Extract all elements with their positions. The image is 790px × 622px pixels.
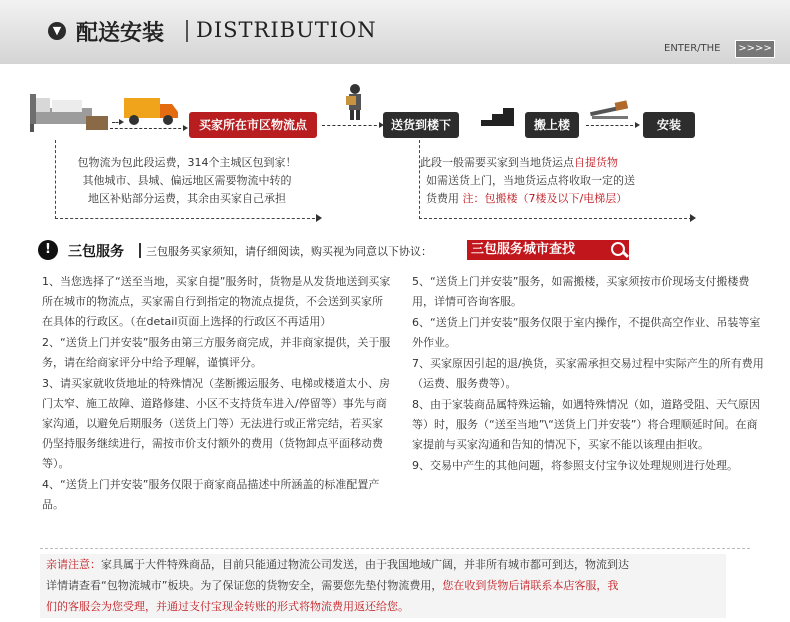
service-header bbox=[38, 240, 758, 262]
terms-right-column bbox=[412, 272, 768, 477]
courier-icon bbox=[340, 82, 370, 122]
warning-icon: ! bbox=[38, 240, 58, 260]
term-item: 1、当您选择了“送至当地，买家自提”服务时，货物是从发货地送到买家所在城市的物流点，买家需自行到指定的物流点提货，不会送到买家所在具体的行政区。（在detail页面上选择的行政区不再适用） bbox=[42, 275, 391, 328]
term-item: 5、“送货上门并安装”服务，如需搬楼，买家须按市价现场支付搬楼费用，详情可咨询客服。 bbox=[412, 275, 750, 308]
note-line: 如需送货上门，当地货运点将收取一定的送 bbox=[426, 174, 635, 187]
page-title-english: DISTRIBUTION bbox=[196, 18, 377, 42]
page-header bbox=[0, 0, 790, 64]
step-carry-upstairs: 搬上楼 bbox=[525, 112, 579, 138]
term-item: 3、请买家就收货地址的特殊情况（垄断搬运服务、电梯或楼道太小、房门太窄、施工故障、道路修建、小区不支持货车进入/停留等）事先与商家沟通，以避免后期服务（送货上门等）无法进行或正常完结，若买家仍坚持服务继续进行，需按市价支付额外的费用（货物卸点平面移动费等）。 bbox=[42, 377, 390, 470]
city-search-button[interactable] bbox=[467, 240, 629, 260]
term-item: 4、“送货上门并安装”服务仅限于商家商品描述中所涵盖的标准配置产品。 bbox=[42, 478, 380, 511]
terms-left-column bbox=[42, 272, 392, 516]
note-line: 其他城市、县城、偏远地区需要物流中转的 bbox=[82, 174, 292, 187]
step-logistics-point: 买家所在市区物流点 bbox=[189, 112, 317, 138]
note-line: 此段一般需要买家到当地货运点自提货物 bbox=[420, 156, 618, 169]
term-item: 7、买家原因引起的退/换货，买家需承担交易过程中实际产生的所有费用（运费、服务费等）。 bbox=[412, 357, 764, 390]
tools-icon bbox=[586, 100, 634, 124]
service-divider bbox=[139, 243, 141, 258]
title-divider bbox=[186, 20, 188, 42]
step-install: 安装 bbox=[643, 112, 695, 138]
term-item: 2、“送货上门并安装”服务由第三方服务商完成，并非商家提供，关于服务，请在给商家评分中给予理解，谨慎评分。 bbox=[42, 336, 391, 369]
service-title: 三包服务 bbox=[68, 244, 124, 260]
stairs-icon bbox=[470, 104, 514, 126]
term-item: 8、由于家装商品属特殊运输，如遇特殊情况（如，道路受阻、天气原因等）时，服务（“送至当地”\“送货上门并安装”）将合理顺延时间。在商家提前与买家沟通和告知的情况下，买家不能以该理由拒收。 bbox=[412, 398, 760, 451]
enter-label: ENTER/THE bbox=[664, 43, 721, 54]
term-item: 9、交易中产生的其他问题，将参照支付宝争议处理规则进行处理。 bbox=[412, 459, 738, 472]
delivery-process bbox=[0, 74, 790, 232]
furniture-icon bbox=[26, 90, 112, 136]
flow-connector bbox=[322, 125, 382, 126]
city-search-label: 三包服务城市查找 bbox=[471, 242, 576, 257]
flow-connector bbox=[112, 122, 122, 123]
notice-line: 亲请注意：家具属于大件特殊商品，目前只能通过物流公司发送，由于我国地域广阔，并非所有城市都可到达，物流到达 bbox=[46, 558, 629, 571]
flow-connector bbox=[110, 128, 186, 129]
enter-button[interactable]: >>>> bbox=[735, 40, 775, 58]
search-icon bbox=[611, 242, 625, 256]
right-shipping-note bbox=[420, 154, 660, 208]
note-line: 地区补贴部分运费，其余由买家自己承担 bbox=[88, 192, 286, 205]
arrow-icon bbox=[316, 214, 322, 222]
notice-line: 详情请查看“包物流城市”板块。为了保证您的货物安全，需要您先垫付物流费用，您在收到货物后请联系本店客服，我 bbox=[46, 579, 619, 592]
attention-notice bbox=[40, 554, 726, 618]
arrow-icon bbox=[690, 214, 696, 222]
note-line: 货费用 注：包搬楼（7楼及以下/电梯层） bbox=[426, 192, 628, 205]
term-item: 6、“送货上门并安装”服务仅限于室内操作，不提供高空作业、吊装等室外作业。 bbox=[412, 316, 761, 349]
step-deliver-downstairs: 送货到楼下 bbox=[383, 112, 459, 138]
service-description: 三包服务买家须知，请仔细阅读，购买视为同意以下协议： bbox=[146, 245, 432, 258]
page-title: 配送安装 bbox=[76, 20, 165, 46]
note-line: 包物流为包此段运费，314个主城区包到家！ bbox=[77, 156, 297, 169]
flow-connector bbox=[586, 125, 638, 126]
truck-icon bbox=[122, 92, 182, 128]
left-shipping-note bbox=[56, 154, 318, 208]
chevron-down-icon: ▼ bbox=[48, 22, 66, 40]
notice-line: 们的客服会为您受理，并通过支付宝现金转账的形式将物流费用返还给您。 bbox=[46, 600, 409, 613]
divider bbox=[40, 548, 750, 549]
